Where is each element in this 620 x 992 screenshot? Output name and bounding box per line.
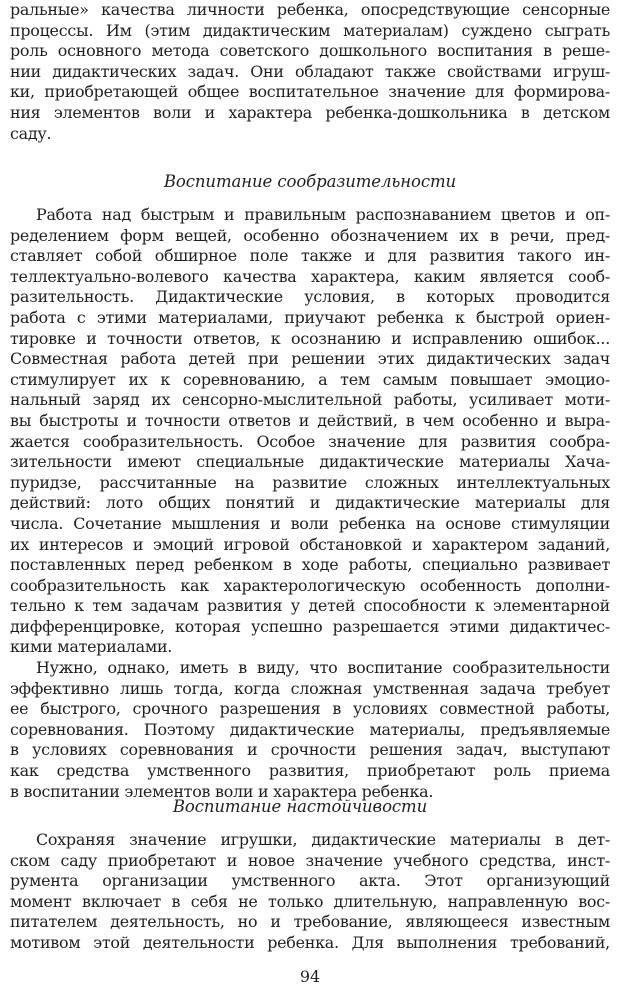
text-line: в условиях соревнования и срочности решения задач, выступают <box>10 740 610 760</box>
text-line: питателем деятельность, но и требование, являющееся известным <box>10 912 610 932</box>
text-line: в воспитании элементов воли и характера ребенка. <box>10 781 434 801</box>
text-line: процессы. Им (этим дидактическим материалам) суждено сыграть <box>10 20 610 40</box>
text-line: мотивом этой деятельности ребенка. Для выполнения требований, <box>10 932 610 952</box>
section-heading-ingenuity: Воспитание сообразительности <box>163 172 457 191</box>
text-line: Нужно, однако, иметь в виду, что воспитание сообразительности <box>36 658 610 677</box>
text-line: разительность. Дидактические условия, в которых проводится <box>10 287 610 307</box>
text-line: Работа над быстрым и правильным распознаванием цветов и оп- <box>36 205 610 224</box>
text-line: Сохраняя значение игрушки, дидактические материалы в дет- <box>36 830 610 849</box>
book-page <box>10 0 610 992</box>
text-line: саду. <box>10 123 52 143</box>
text-line: их интересов и эмоций игровой обстановкой и характером заданий, <box>10 534 610 554</box>
text-line: нальный заряд их сенсорно-мыслительной работы, усиливает моти- <box>10 390 610 410</box>
text-line: ском саду приобретают и новое значение учебного средства, инст- <box>10 850 610 870</box>
text-line: кими материалами. <box>10 637 173 657</box>
text-line: пуридзе, рассчитанные на развитие сложных интеллектуальных <box>10 472 610 492</box>
text-line: работа с этими материалами, приучают ребенка к быстрой ориен- <box>10 307 610 327</box>
text-line: ки, приобретающей общее воспитательное значение для формирова- <box>10 82 610 102</box>
text-line: тировке и точности ответов, к осознанию и исправлению ошибок... <box>10 328 610 348</box>
text-line: зительности имеют специальные дидактические материалы Хача- <box>10 452 610 472</box>
text-line: ставляет собой обширное поле также и для развития такого ин- <box>10 246 610 266</box>
text-line: стимулирует их к соревнованию, а тем самым повышает эмоцио- <box>10 369 610 389</box>
paragraph-1 <box>10 0 610 144</box>
text-line: ральные» качества личности ребенка, опосредствующие сенсорные <box>10 0 610 19</box>
page-number: 94 <box>299 967 321 986</box>
paragraph-3 <box>10 658 610 802</box>
paragraph-2 <box>10 205 610 658</box>
text-line: румента организации умственного акта. Этот организующий <box>10 871 610 891</box>
text-line: дифференцировке, которая успешно разрешается этими дидактичес- <box>10 616 610 636</box>
text-line: как средства умственного развития, приобретают роль приема <box>10 760 610 780</box>
text-line: поставленных перед ребенком в ходе работы, специально развивает <box>10 555 610 575</box>
text-line: ния элементов воли и характера ребенка-дошкольника в детском <box>10 102 610 122</box>
text-line: теллектуально-волевого качества характера, каким является сооб- <box>10 266 610 286</box>
text-line: действий: лото общих понятий и дидактические материалы для <box>10 493 610 513</box>
paragraph-4 <box>10 830 610 954</box>
text-line: вы быстроты и точности ответов и действий, в чем особенно и выра- <box>10 410 610 430</box>
section-heading-persistence: Воспитание настойчивости <box>172 797 428 816</box>
text-line: нии дидактических задач. Они обладают также свойствами игруш- <box>10 61 610 81</box>
text-line: числа. Сочетание мышления и воли ребенка на основе стимуляции <box>10 513 610 533</box>
text-line: ределением форм вещей, особенно обозначением их в речи, пред- <box>10 225 610 245</box>
text-line: роль основного метода советского дошкольного воспитания в реше- <box>10 41 610 61</box>
text-line: момент включает в себя не только длительную, направленную вос- <box>10 891 610 911</box>
text-line: жается сообразительность. Особое значение для развития сообра- <box>10 431 610 451</box>
text-line: тельно к тем задачам развития у детей способности к элементарной <box>10 596 610 616</box>
text-line: соревнования. Поэтому дидактические материалы, предъявляемые <box>10 719 610 739</box>
text-line: Совместная работа детей при решении этих дидактических задач <box>10 349 610 369</box>
text-line: ее быстрого, срочного разрешения в условиях совместной работы, <box>10 699 610 719</box>
text-line: эффективно лишь тогда, когда сложная умственная задача требует <box>10 678 610 698</box>
text-line: сообразительность как характерологическую особенность дополни- <box>10 575 610 595</box>
